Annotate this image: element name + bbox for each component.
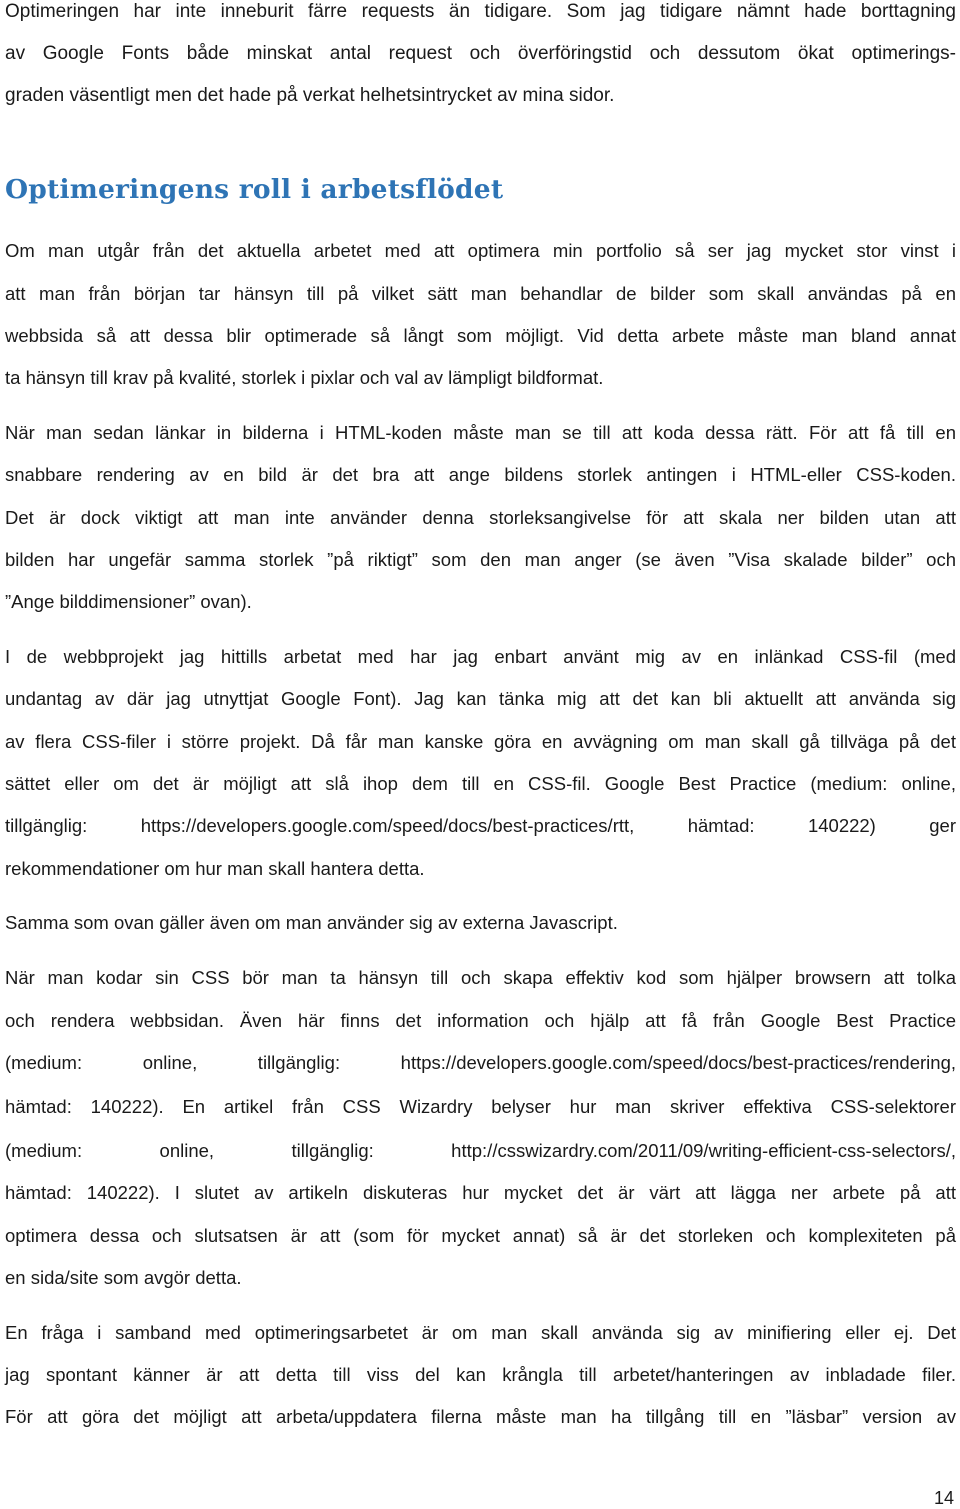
paragraph-line: rekommendationer om hur man skall hantera detta. <box>5 858 425 879</box>
paragraph-line: tillgänglig: https://developers.google.com/speed/docs/best-practices/rtt, hämtad: 140222) ger <box>5 815 956 836</box>
paragraph-line: (medium: online, tillgänglig: http://csswizardry.com/2011/09/writing-efficient-css-selectors/, <box>5 1140 956 1161</box>
section-heading: Optimeringens roll i arbetsflödet <box>5 174 504 205</box>
paragraph-line: En fråga i samband med optimeringsarbetet är om man skall använda sig av minifiering eller ej. Det <box>5 1322 956 1343</box>
paragraph-line: Det är dock viktigt att man inte använder denna storleksangivelse för att skala ner bilden utan att <box>5 507 956 528</box>
paragraph-line: att man från början tar hänsyn till på vilket sätt man behandlar de bilder som skall användas på en <box>5 283 956 304</box>
paragraph-line: I de webbprojekt jag hittills arbetat med har jag enbart använt mig av en inlänkad CSS-fil (med <box>5 646 956 667</box>
paragraph-line: ta hänsyn till krav på kvalité, storlek i pixlar och val av lämpligt bildformat. <box>5 367 604 388</box>
paragraph-line: För att göra det möjligt att arbeta/uppdatera filerna måste man ha tillgång till en ”läsbar” version av <box>5 1406 956 1427</box>
paragraph-line: bilden har ungefär samma storlek ”på riktigt” som den man anger (se även ”Visa skalade bilder” och <box>5 549 956 570</box>
paragraph-line: hämtad: 140222). En artikel från CSS Wizardry belyser hur man skriver effektiva CSS-selektorer <box>5 1096 956 1117</box>
paragraph-line: (medium: online, tillgänglig: https://developers.google.com/speed/docs/best-practices/rendering, <box>5 1052 956 1073</box>
paragraph-line: sättet eller om det är möjligt att slå ihop dem till en CSS-fil. Google Best Practice (medium: online, <box>5 773 956 794</box>
paragraph-line: graden väsentligt men det hade på verkat helhetsintrycket av mina sidor. <box>5 85 615 106</box>
paragraph-line: När man sedan länkar in bilderna i HTML-koden måste man se till att koda dessa rätt. För att få till en <box>5 422 956 443</box>
paragraph-line: av Google Fonts både minskat antal request och överföringstid och dessutom ökat optimerings- <box>5 43 956 64</box>
paragraph-line: optimera dessa och slutsatsen är att (som för mycket annat) så är det storleken och komplexiteten på <box>5 1225 956 1246</box>
paragraph-line: ”Ange bilddimensioner” ovan). <box>5 591 252 612</box>
paragraph-line: När man kodar sin CSS bör man ta hänsyn till och skapa effektiv kod som hjälper browsern att tolka <box>5 967 956 988</box>
paragraph-line: jag spontant känner är att detta till viss del kan krångla till arbetet/hanteringen av inbladade filer. <box>5 1364 956 1385</box>
paragraph-line: undantag av där jag utnyttjat Google Font). Jag kan tänka mig att det kan bli aktuellt att använda sig <box>5 688 956 709</box>
paragraph-line: en sida/site som avgör detta. <box>5 1267 242 1288</box>
paragraph-line: Om man utgår från det aktuella arbetet med att optimera min portfolio så ser jag mycket stor vinst i <box>5 240 956 261</box>
paragraph-line: Optimeringen har inte inneburit färre requests än tidigare. Som jag tidigare nämnt hade borttagning <box>5 1 956 22</box>
paragraph-line: av flera CSS-filer i större projekt. Då får man kanske göra en avvägning om man skall gå tillväga på det <box>5 731 956 752</box>
paragraph-line: Samma som ovan gäller även om man använder sig av externa Javascript. <box>5 912 618 933</box>
paragraph-line: webbsida så att dessa blir optimerade så långt som möjligt. Vid detta arbete måste man bland annat <box>5 325 956 346</box>
paragraph-line: snabbare rendering av en bild är det bra att ange bildens storlek antingen i HTML-eller CSS-koden. <box>5 464 956 485</box>
page-number: 14 <box>933 1488 954 1508</box>
paragraph-line: och rendera webbsidan. Även här finns det information och hjälp att få från Google Best Practice <box>5 1010 956 1031</box>
paragraph-line: hämtad: 140222). I slutet av artikeln diskuteras hur mycket det är värt att lägga ner arbete på att <box>5 1182 956 1203</box>
